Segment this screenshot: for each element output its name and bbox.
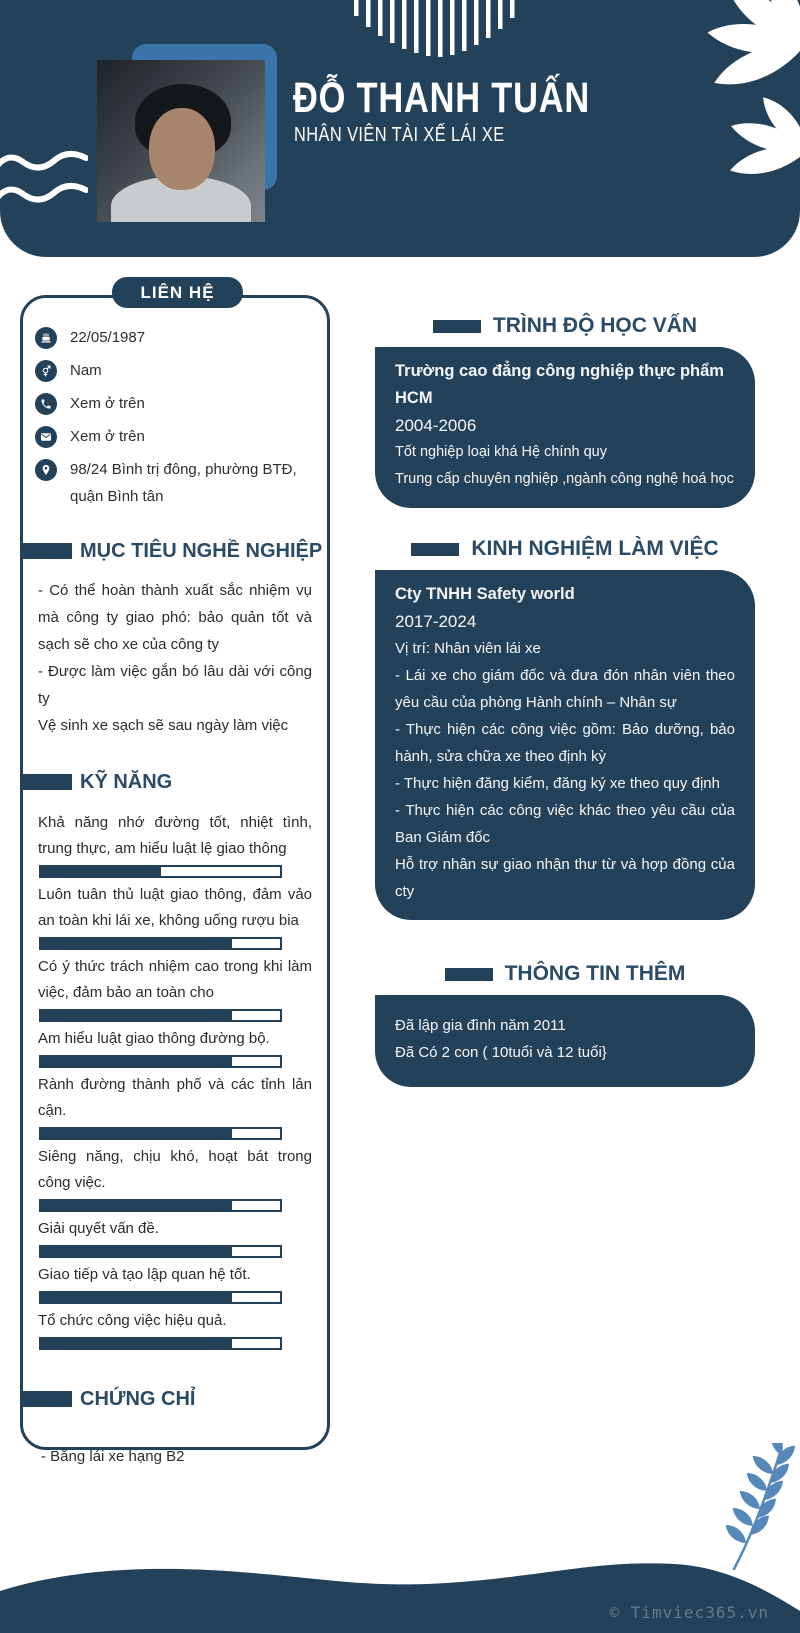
skill-label: Có ý thức trách nhiệm cao trong khi làm việc, đảm bảo an toàn cho: [38, 958, 312, 1001]
main-content: [375, 300, 755, 1087]
skill-label: Luôn tuân thủ luật giao thông, đảm vảo an toàn khi lái xe, không uống rượu bia: [38, 886, 312, 929]
skill-progress-bar: [39, 865, 282, 878]
skill-progress-fill: [41, 939, 232, 948]
skill-progress-fill: [41, 1339, 232, 1348]
contact-heading: LIÊN HỆ: [112, 277, 243, 308]
school-name: Trường cao đẳng công nghiệp thực phẩm HCM: [395, 362, 724, 407]
education-heading-label: TRÌNH ĐỘ HỌC VẤN: [492, 314, 698, 337]
experience-heading-label: KINH NGHIỆM LÀM VIỆC: [471, 537, 719, 560]
skill-item: [38, 1144, 312, 1212]
experience-lines: [395, 635, 735, 905]
location-icon: [35, 459, 57, 481]
skill-progress-bar: [39, 1199, 282, 1212]
experience-line: - Lái xe cho giám đốc và đưa đón nhân viên theo yêu cầu của phòng Hành chính – Nhân sự: [395, 667, 735, 711]
skill-progress-fill: [41, 867, 161, 876]
skill-label: Giải quyết vấn đề.: [38, 1220, 159, 1237]
skills-heading: KỸ NĂNG: [80, 771, 315, 794]
education-detail-line: Trung cấp chuyên nghiệp ,ngành công nghệ hoá học: [395, 471, 734, 487]
contact-item-birthday: [35, 324, 315, 351]
skill-progress-bar: [39, 1245, 282, 1258]
additional-info-heading: [375, 962, 755, 986]
objective-paragraph: - Được làm việc gắn bó lâu dài với công ty: [38, 663, 312, 707]
candidate-job-title: NHÂN VIÊN TÀI XẾ LÁI XE: [294, 124, 505, 146]
additional-info-line: Đã lập gia đình năm 2011: [395, 1017, 566, 1034]
skill-label: Giao tiếp và tạo lập quan hệ tốt.: [38, 1266, 251, 1283]
experience-line: - Thực hiện các công việc khác theo yêu cầu của Ban Giám đốc: [395, 802, 735, 846]
contact-item-text: 22/05/1987: [70, 329, 146, 346]
photo-face: [149, 108, 215, 190]
skill-progress-fill: [41, 1129, 232, 1138]
skill-progress-bar: [39, 1127, 282, 1140]
contact-item-text: Xem ở trên: [70, 395, 145, 412]
skills-list: [35, 810, 315, 1350]
watermark-credit: © Timviec365.vn: [609, 1603, 769, 1622]
skill-item: [38, 1308, 312, 1350]
skill-label: Khả năng nhớ đường tốt, nhiệt tình, trung thực, am hiểu luật lệ giao thông: [38, 814, 312, 857]
header-banner: [0, 0, 800, 257]
waves-decoration: [0, 146, 88, 218]
contact-list: [35, 324, 315, 510]
skill-label: Rành đường thành phố và các tỉnh lản cận.: [38, 1076, 312, 1119]
experience-line: Vị trí: Nhân viên lái xe: [395, 640, 541, 657]
education-detail-line: Tốt nghiệp loại khá Hệ chính quy: [395, 444, 607, 460]
objective-heading: MỤC TIÊU NGHỀ NGHIỆP: [80, 540, 323, 562]
certificates-list: [35, 1443, 315, 1470]
contact-item-text: 98/24 Bình trị đông, phường BTĐ, quận Bình tân: [70, 461, 297, 505]
additional-info-card: [375, 995, 755, 1087]
skill-item: [38, 810, 312, 878]
skill-item: [38, 1262, 312, 1304]
contact-item-text: Nam: [70, 362, 102, 379]
birthday-icon: [35, 327, 57, 349]
skill-item: [38, 1072, 312, 1140]
contact-item-gender: [35, 357, 315, 384]
experience-line: - Thực hiện các công việc gồm: Bảo dưỡng, bảo hành, sửa chữa xe theo định kỳ: [395, 721, 735, 765]
heading-bar: [433, 320, 481, 333]
skill-item: [38, 1216, 312, 1258]
skill-item: [38, 954, 312, 1022]
objective-text: [35, 577, 315, 739]
skill-progress-fill: [41, 1011, 232, 1020]
education-details: [395, 439, 735, 493]
skill-progress-bar: [39, 1055, 282, 1068]
experience-period: 2017-2024: [395, 612, 477, 631]
education-heading: [375, 314, 755, 338]
skill-progress-fill: [41, 1201, 232, 1210]
contact-item-email: [35, 423, 315, 450]
skill-label: Tổ chức công việc hiệu quả.: [38, 1312, 227, 1329]
experience-heading: [375, 537, 755, 561]
heading-bar: [445, 968, 493, 981]
heading-bar: [411, 543, 459, 556]
skill-progress-bar: [39, 1291, 282, 1304]
email-icon: [35, 426, 57, 448]
company-name: Cty TNHH Safety world: [395, 585, 575, 603]
experience-line: - Thực hiện đăng kiểm, đăng ký xe theo quy định: [395, 775, 720, 792]
certificate-item: - Bằng lái xe hạng B2: [41, 1448, 185, 1465]
education-period: 2004-2006: [395, 416, 477, 435]
skill-progress-fill: [41, 1293, 232, 1302]
additional-info-heading-label: THÔNG TIN THÊM: [504, 962, 686, 985]
education-card: [375, 347, 755, 508]
experience-card: [375, 570, 755, 920]
skill-item: [38, 1026, 312, 1068]
profile-photo: [97, 60, 265, 222]
skill-progress-bar: [39, 937, 282, 950]
skill-progress-bar: [39, 1337, 282, 1350]
skill-item: [38, 882, 312, 950]
skill-label: Siêng năng, chịu khó, hoạt bát trong công việc.: [38, 1148, 312, 1191]
left-sidebar: [20, 295, 330, 1465]
contact-item-address: [35, 456, 315, 510]
gender-icon: [35, 360, 57, 382]
objective-paragraph: Vệ sinh xe sạch sẽ sau ngày làm việc: [38, 717, 289, 734]
additional-info-lines: [395, 1012, 735, 1066]
contact-item-text: Xem ở trên: [70, 428, 145, 445]
objective-paragraph: - Có thể hoàn thành xuất sắc nhiệm vụ mà công ty giao phó: bảo quản tốt và sạch sẽ cho xe của công ty: [38, 582, 312, 653]
palm-leaves-decoration: [600, 0, 800, 245]
skill-label: Am hiểu luật giao thông đường bộ.: [38, 1030, 270, 1047]
stripes-decoration: [352, 0, 524, 62]
certificates-heading: CHỨNG CHỈ: [80, 1388, 315, 1411]
candidate-name: ĐỖ THANH TUẤN: [293, 74, 591, 122]
skill-progress-fill: [41, 1247, 232, 1256]
phone-icon: [35, 393, 57, 415]
contact-item-phone: [35, 390, 315, 417]
experience-line: Hỗ trợ nhân sự giao nhận thư từ và hợp đồng của cty: [395, 856, 735, 900]
additional-info-line: Đã Có 2 con ( 10tuổi và 12 tuổi}: [395, 1044, 607, 1061]
skill-progress-fill: [41, 1057, 232, 1066]
skill-progress-bar: [39, 1009, 282, 1022]
